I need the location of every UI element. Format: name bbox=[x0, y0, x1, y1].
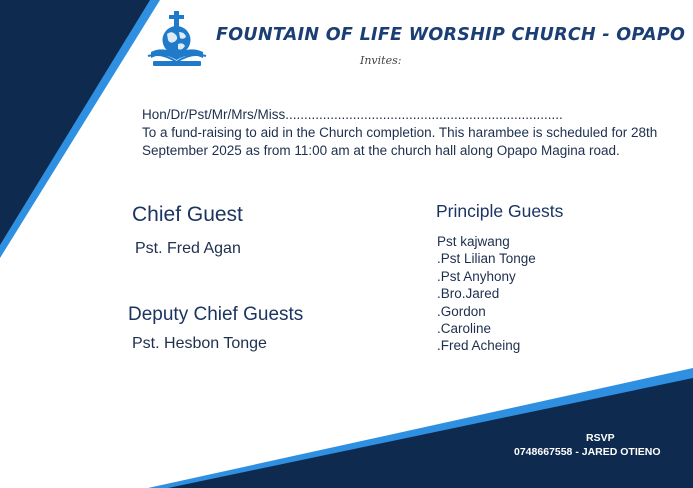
principle-guests-heading: Principle Guests bbox=[436, 201, 564, 221]
church-logo-icon bbox=[145, 10, 209, 68]
intro-paragraph: To a fund-raising to aid in the Church completion. This harambee is scheduled for 28th September 2025 as from 11:00 am at the church hall along Opapo Magina road. bbox=[142, 125, 658, 158]
chief-guest-heading: Chief Guest bbox=[132, 203, 243, 226]
chief-guest-name: Pst. Fred Agan bbox=[135, 240, 241, 257]
principle-guest-item: .Pst Anyhony bbox=[437, 268, 516, 284]
deputy-chief-guest-name: Pst. Hesbon Tonge bbox=[132, 335, 267, 352]
invites-label: Invites: bbox=[360, 54, 402, 67]
principle-guests-list bbox=[437, 233, 536, 355]
principle-guest-item: .Pst Lilian Tonge bbox=[437, 251, 536, 267]
top-left-navy-band bbox=[0, 0, 150, 245]
church-title: FOUNTAIN OF LIFE WORSHIP CHURCH - OPAPO bbox=[216, 25, 686, 45]
principle-guest-item: .Caroline bbox=[437, 321, 492, 337]
principle-guest-item: Pst kajwang bbox=[437, 234, 510, 249]
principle-guest-item: .Gordon bbox=[437, 303, 486, 319]
salutation-line: Hon/Dr/Pst/Mr/Mrs/Miss.......................................................................... bbox=[142, 107, 563, 122]
principle-guest-item: .Fred Acheing bbox=[437, 338, 521, 354]
deputy-chief-guests-heading: Deputy Chief Guests bbox=[128, 304, 304, 325]
rsvp-contact: 0748667558 - JARED OTIENO bbox=[514, 446, 661, 458]
rsvp-label: RSVP bbox=[586, 432, 615, 444]
principle-guest-item: .Bro.Jared bbox=[437, 286, 500, 302]
